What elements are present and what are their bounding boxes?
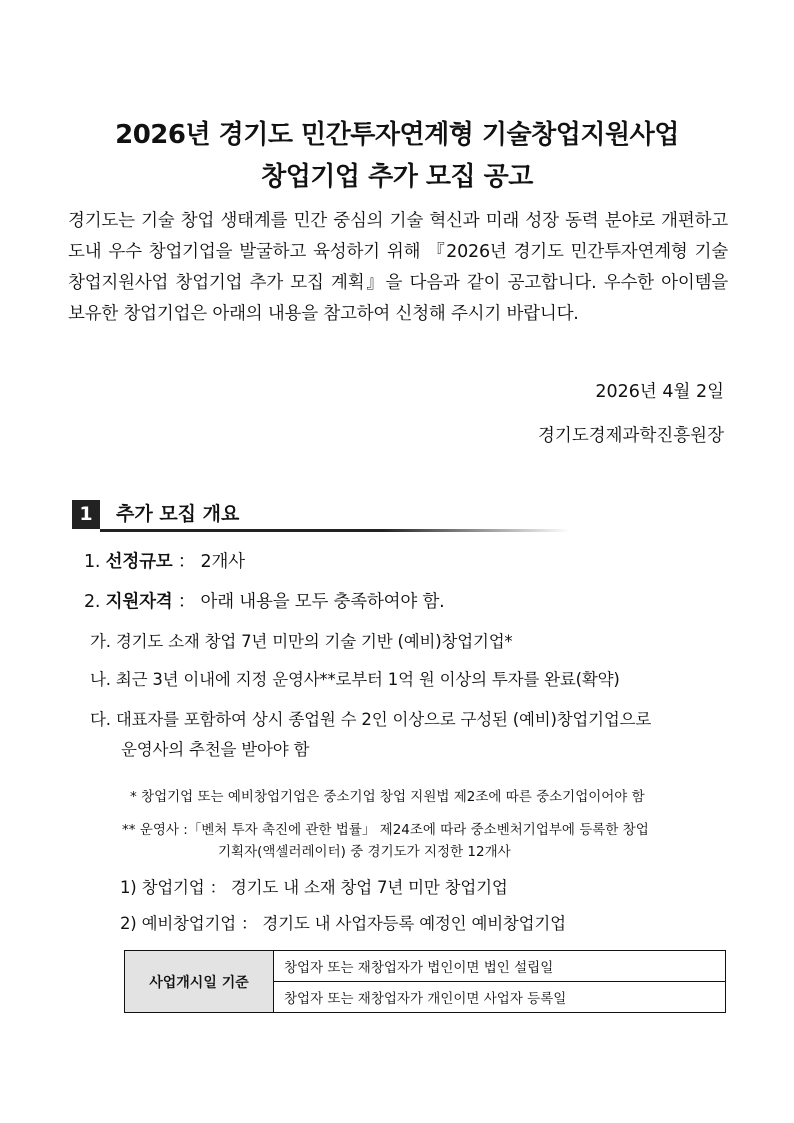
- item-label: 지원자격: [105, 592, 173, 612]
- page-title-line2: 창업기업 추가 모집 공고: [261, 162, 533, 192]
- section-heading: 추가 모집 개요: [116, 503, 240, 525]
- item-eligibility: [84, 588, 445, 613]
- sub-item-ga: 가. 경기도 소재 창업 7년 미만의 기술 기반 (예비)창업기업*: [90, 632, 513, 651]
- section-underline: [100, 529, 570, 532]
- item-selection-scale: [84, 548, 245, 573]
- sub-item-da: 다. 대표자를 포함하여 상시 종업원 수 2인 이상으로 구성된 (예비)창업기업으로: [90, 710, 652, 729]
- footnote-operator-continued: 기획자(액셀러레이터) 중 경기도가 지정한 12개사: [218, 844, 511, 860]
- sub-item-na: 나. 최근 3년 이내에 지정 운영사**로부터 1억 원 이상의 투자를 완료(확약): [90, 670, 620, 689]
- page-title-line1: 2026년 경기도 민간투자연계형 기술창업지원사업: [115, 120, 679, 150]
- sub-item-da-continued: 운영사의 추천을 받아야 함: [121, 740, 310, 759]
- business-start-date-table: [124, 950, 726, 1013]
- type-pre-startup: 2) 예비창업기업 ： 경기도 내 사업자등록 예정인 예비창업기업: [120, 914, 566, 933]
- item-number: 1.: [84, 552, 101, 572]
- type-startup: 1) 창업기업 ： 경기도 내 소재 창업 7년 미만 창업기업: [120, 878, 508, 897]
- table-row: [125, 951, 726, 982]
- item-number: 2.: [84, 592, 101, 612]
- item-value: ： 아래 내용을 모두 충족하여야 함.: [177, 592, 445, 612]
- announcement-date: 2026년 4월 2일: [595, 382, 724, 402]
- item-label: 선정규모: [105, 552, 173, 572]
- table-header-cell: 사업개시일 기준: [125, 951, 274, 1013]
- section-number-badge: 1: [72, 500, 100, 529]
- footnote-startup-definition: * 창업기업 또는 예비창업기업은 중소기업 창업 지원법 제2조에 따른 중소기업이어야 함: [130, 789, 645, 805]
- table-cell: 창업자 또는 재창업자가 법인이면 법인 설립일: [274, 951, 726, 982]
- footnote-operator-definition: ** 운영사 :「벤처 투자 촉진에 관한 법률」 제24조에 따라 중소벤처기업부에 등록한 창업: [122, 822, 649, 838]
- intro-paragraph: 경기도는 기술 창업 생태계를 민간 중심의 기술 혁신과 미래 성장 동력 분야로 개편하고 도내 우수 창업기업을 발굴하고 육성하기 위해 『2026년 경기도 민간투자연계형 기술창업지원사업 창업기업 추가 모집 계획』을 다음과 같이 공고합니다. 우수한 아이템을 보유한 창업기업은 아래의 내용을 참고하여 신청해 주시기 바랍니다.: [68, 211, 728, 324]
- table-cell: 창업자 또는 재창업자가 개인이면 사업자 등록일: [274, 982, 726, 1013]
- item-value: ： 2개사: [177, 552, 245, 572]
- issuing-organization: 경기도경제과학진흥원장: [538, 426, 724, 446]
